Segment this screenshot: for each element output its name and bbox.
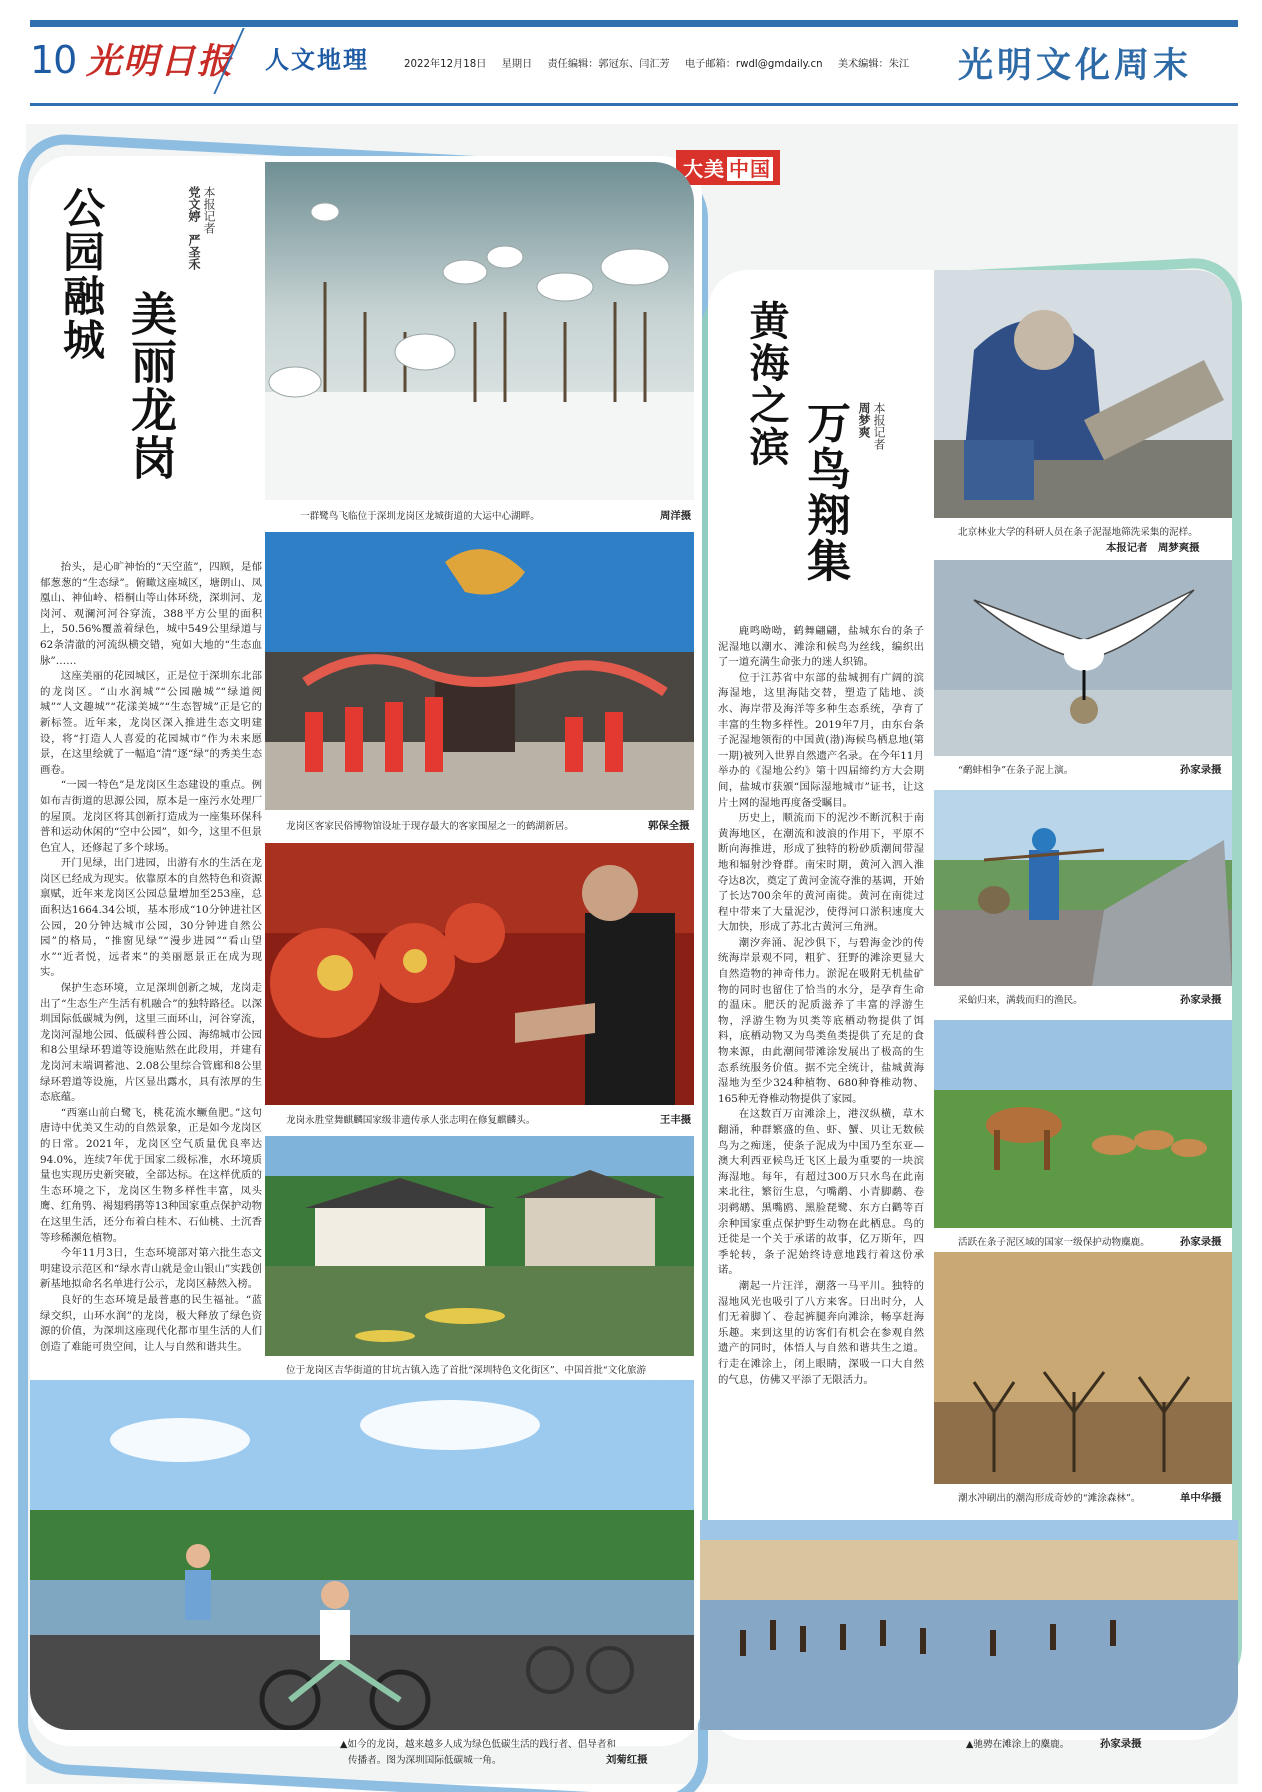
photo-gankeng-town [265,1136,694,1356]
photo-egrets-caption: 一群鹭鸟飞临位于深圳龙岗区龙城街道的大运中心湖畔。 [300,511,540,522]
photo-kids-caption-line1: ▲如今的龙岗，越来越多人成为绿色低碳生活的践行者、倡导者和 [340,1739,617,1750]
left-paragraph: 今年11月3日，生态环境部对第六批生态文明建设示范区和“绿水青山就是金山银山”实践创新基地拟命名名单进行公示，龙岗区赫然入榜。 [40,1247,262,1291]
photo-deer-caption: 活跃在条子泥区域的国家一级保护动物麋鹿。 [958,1237,1150,1248]
left-title-part2: 美丽龙岗 [124,290,178,482]
left-paragraph: 这座美丽的花园城区，正是位于深圳东北部的龙岗区。“山水润城”“公园融城”“绿道阅城”“人文趣城”“花漾美城”“生态智城”正是它的新标签。近年来，龙岗区深入推进生态文明建设，将“打造人人喜爱的花园城市”作为未来愿景，在这里绘就了一幅追“清”逐“绿”的秀美生态画卷。 [40,670,262,776]
right-byline-label: 本报记者 [872,402,886,450]
photo-tidal-forest-caption: 潮水冲刷出的潮沟形成奇妙的“滩涂森林”。 [958,1493,1141,1504]
right-title-part2: 万鸟翔集 [799,400,850,584]
photo-fisherman [934,790,1232,986]
weekly-supplement-title: 光明文化周末 [958,45,1193,86]
photo-gankeng-caption-line1: 位于龙岗区吉华街道的甘坑古镇入选了首批“深圳特色文化街区”、中国首批“文化旅游 [286,1365,647,1376]
photo-qilin-credit: 王丰摄 [660,1114,692,1126]
photo-egrets [265,162,694,500]
left-paragraph: “一园一特色”是龙岗区生态建设的重点。例如布吉街道的思源公园，原本是一座污水处理厂的屋顶。龙岗区将其创新打造成为一座集环保科普和运动休闲的“空中公园”，如今，这里不但景色宜人，还修起了多个球场。 [40,779,262,854]
photo-egrets-credit: 周洋摄 [660,510,692,522]
photo-tidal-deer-credit: 孙家录摄 [1100,1738,1142,1750]
left-paragraph: 开门见绿，出门进园，出游有水的生活在龙岗区已经成为现实。依靠原本的自然特色和资源禀赋，近年来龙岗区公园总量增加至253座，总面积达1664.34公顷，基本形成“10分钟进社区公园，20分钟达城市公园，30分钟进自然公园”的格局，“推窗见绿”“漫步进园”“看山望水”“近者悦，远者来”的美丽愿景正在成为现实。 [40,857,262,979]
masthead-top-rule [30,20,1238,27]
section-name: 人文地理 [265,46,369,74]
photo-tidal-deer-caption: ▲驰骋在滩涂上的麋鹿。 [966,1739,1070,1750]
photo-fisherman-credit: 孙家录摄 [1180,994,1222,1006]
page-number: 10 [30,38,77,82]
photo-deer-credit: 孙家录摄 [1180,1236,1222,1248]
left-paragraph: “西塞山前白鹭飞，桃花流水鳜鱼肥。”这句唐诗中优美又生动的自然景象，正是如今龙岗区的日常。2021年，龙岗区空气质量优良率达94.0%，连续7年优于国家二级标准，水环境质量也实现历史新突破，全部达标。在这样优质的生态环境之下，龙岗区生物多样性丰富，凤头鹰、红角鸮、褐翅鸦鹃等13种国家重点保护动物在这里生活，还分布着白桂木、石仙桃、土沉香等珍稀濒危植物。 [40,1106,262,1244]
masthead-meta [404,55,921,70]
masthead-bottom-rule [30,103,1238,106]
photo-dragon-dance-credit: 郭保全摄 [648,820,690,832]
responsible-editors: 责任编辑：郭冠东、闫汇芳 [547,59,670,70]
right-paragraph: 潮汐奔涌、泥沙俱下，与碧海金沙的传统海岸景观不同，粗犷、狂野的滩涂更显大自然造物的神奇伟力。淤泥在吸附无机盐矿物的同时也留住了恰当的水分，是孕育生命的温床。肥沃的泥质滋养了丰富的浮游生物，浮游生物为贝类等底栖动物提供了饵料，底栖动物又为鸟类鱼类提供了充足的食物来源，由此潮间带滩涂发展出了极高的生态系统服务价值。据不完全统计，盐城黄海湿地为至少324种植物、680种脊椎动物、165种无脊椎动物提供了家园。 [718,936,924,1105]
photo-bird-shell-credit: 孙家录摄 [1180,764,1222,776]
left-title-part1: 公园融城 [57,186,106,362]
right-paragraph: 潮起一片汪洋，潮落一马平川。独特的湿地风光也吸引了八方来客。日出时分，人们无着脚丫、卷起裤腿奔向滩涂，畅享赶海乐趣。来到这里的访客们有机会在参观自然遗产的同时，体悟人与自然和谐共生之道。行走在滩涂上，闭上眼睛，深吸一口大自然的气息，仿佛又平添了无限活力。 [718,1279,924,1386]
photo-kids-caption-line2: 传播者。图为深圳国际低碳城一角。 [348,1755,502,1766]
photo-qilin-craftsman [265,843,694,1105]
photo-dragon-dance-caption: 龙岗区客家民俗博物馆设址于现存最大的客家围屋之一的鹤湖新居。 [286,821,574,832]
right-paragraph: 位于江苏省中东部的盐城拥有广阔的滨海湿地，这里海陆交替，塑造了陆地、淡水、海岸带及海洋等多种生态系统，孕育了丰富的生物多样性。2019年7月，由东台条子泥湿地领衔的中国黄(渤)海候鸟栖息地(第一期)被列入世界自然遗产名录。在今年11月举办的《湿地公约》第十四届缔约方大会期间，盐城市获颁“国际湿地城市”证书，让这片土网的湿地再度备受瞩目。 [718,671,924,809]
issue-date: 2022年12月18日 [404,59,487,70]
right-paragraph: 鹿鸣呦呦，鹤舞翩翩，盐城东台的条子泥湿地以潮水、滩涂和候鸟为丝线，编织出了一道充满生命张力的迷人织锦。 [718,625,924,669]
photo-milu-deer-grass [934,1020,1232,1228]
right-paragraph: 历史上，顺流而下的泥沙不断沉积于南黄海地区，在潮流和波浪的作用下，平原不断向海推进，形成了独特的粉砂质潮间带湿地和辐射沙脊群。南宋时期，黄河入泗入淮夺达8次，奠定了黄河金流夺淮的基调，开始了长达700余年的黄河南徙。黄河在南徙过程中带来了大量泥沙，使得河口淤积速度大大加快，形成了苏北古黄河三角洲。 [718,812,924,934]
right-article-body [718,624,924,1474]
photo-tidal-forest-credit: 单中华摄 [1180,1492,1222,1504]
right-title-part1: 黄海之滨 [743,300,790,468]
photo-researcher-credit: 本报记者 周梦爽摄 [1106,542,1200,554]
left-byline [186,186,216,366]
photo-low-carbon-city-kids [30,1380,694,1730]
photo-bird-shell-caption: “鹬蚌相争”在条子泥上演。 [958,765,1074,776]
photo-researcher-caption: 北京林业大学的科研人员在条子泥湿地筛洗采集的泥样。 [958,527,1198,538]
editor-email: 电子邮箱：rwdl@gmdaily.cn [684,59,823,70]
photo-dragon-dance [265,532,694,810]
photo-deer-on-tidal-flats [700,1520,1238,1730]
photo-researcher-mud [934,270,1232,518]
left-paragraph: 保护生态环境，立足深圳创新之城，龙岗走出了“生态生产生活有机融合”的独特路径。以深圳国际低碳城为例，这里三面环山，河谷穿流，龙岗河湿地公园、低碳科普公园、海绵城市公园和8公里绿环碧道等设施贴然在此段用，并建有龙岗河末端调蓄池、2.08公里综合管廊和8公里绿环碧道等设施，片区显出露水，具有浓厚的生态底蕴。 [40,982,262,1104]
paper-name-logo: 光明日报 [86,41,235,82]
right-byline-names: 周梦爽 [857,402,871,438]
art-editor: 美术编辑：朱江 [837,59,910,70]
photo-qilin-caption: 龙岗永胜堂舞麒麟国家级非遗传承人张志明在修复麒麟头。 [286,1115,536,1126]
left-byline-label: 本报记者 [202,186,216,234]
left-paragraph: 良好的生态环境是最普惠的民生福祉。“蓝绿交织，山环水润”的龙岗，极大释放了绿色资源的价值，为深圳这座现代化都市里生活的人们创造了难能可贵空间，让人与自然和谐共生。 [40,1293,262,1353]
left-article-body [40,560,262,1390]
left-paragraph: 抬头，是心旷神怡的“天空蓝”，四顾，是郁郁葱葱的“生态绿”。俯瞰这座城区，塘朗山、凤凰山、神仙岭、梧桐山等山体环绕，深圳河、龙岗河、观澜河河谷穿流，388平方公里的面积上，50.56%覆盖着绿色，城中549公里绿道与62条清澈的河流纵横交错，宛如大地的“生态血脉”…… [40,561,262,667]
badge-right-text: 中国 [729,157,771,181]
photo-bird-shell [934,560,1232,756]
issue-weekday: 星期日 [501,59,533,70]
photo-tidal-forest [934,1252,1232,1484]
photo-kids-credit: 刘菊红摄 [606,1754,648,1766]
photo-fisherman-caption: 采蛤归来，满载而归的渔民。 [958,995,1083,1006]
badge-left-text: 大美 [683,157,725,181]
right-paragraph: 在这数百万亩滩涂上，港汊纵横，草木翻涌，种群繁盛的鱼、虾、蟹、贝让无数候鸟为之痴迷，使条子泥成为中国乃至东亚—澳大利西亚候鸟迁飞区上最为重要的一块滨海湿地。每年，有超过300万只水鸟在此南来北往，繁衍生息，勺嘴鹬、小青脚鹬、卷羽鹈鹕、黑嘴鸥、黑脸琵鹭、东方白鹳等百余种国家重点保护野生动物在此栖息。鸟的迁徙是一个关于承诺的故事，亿万斯年，四季轮转，条子泥始终诗意地践行着这份承诺。 [718,1108,924,1277]
column-badge [676,150,780,185]
left-byline-names: 党文婷 严圣禾 [187,186,201,270]
right-byline [856,402,886,542]
